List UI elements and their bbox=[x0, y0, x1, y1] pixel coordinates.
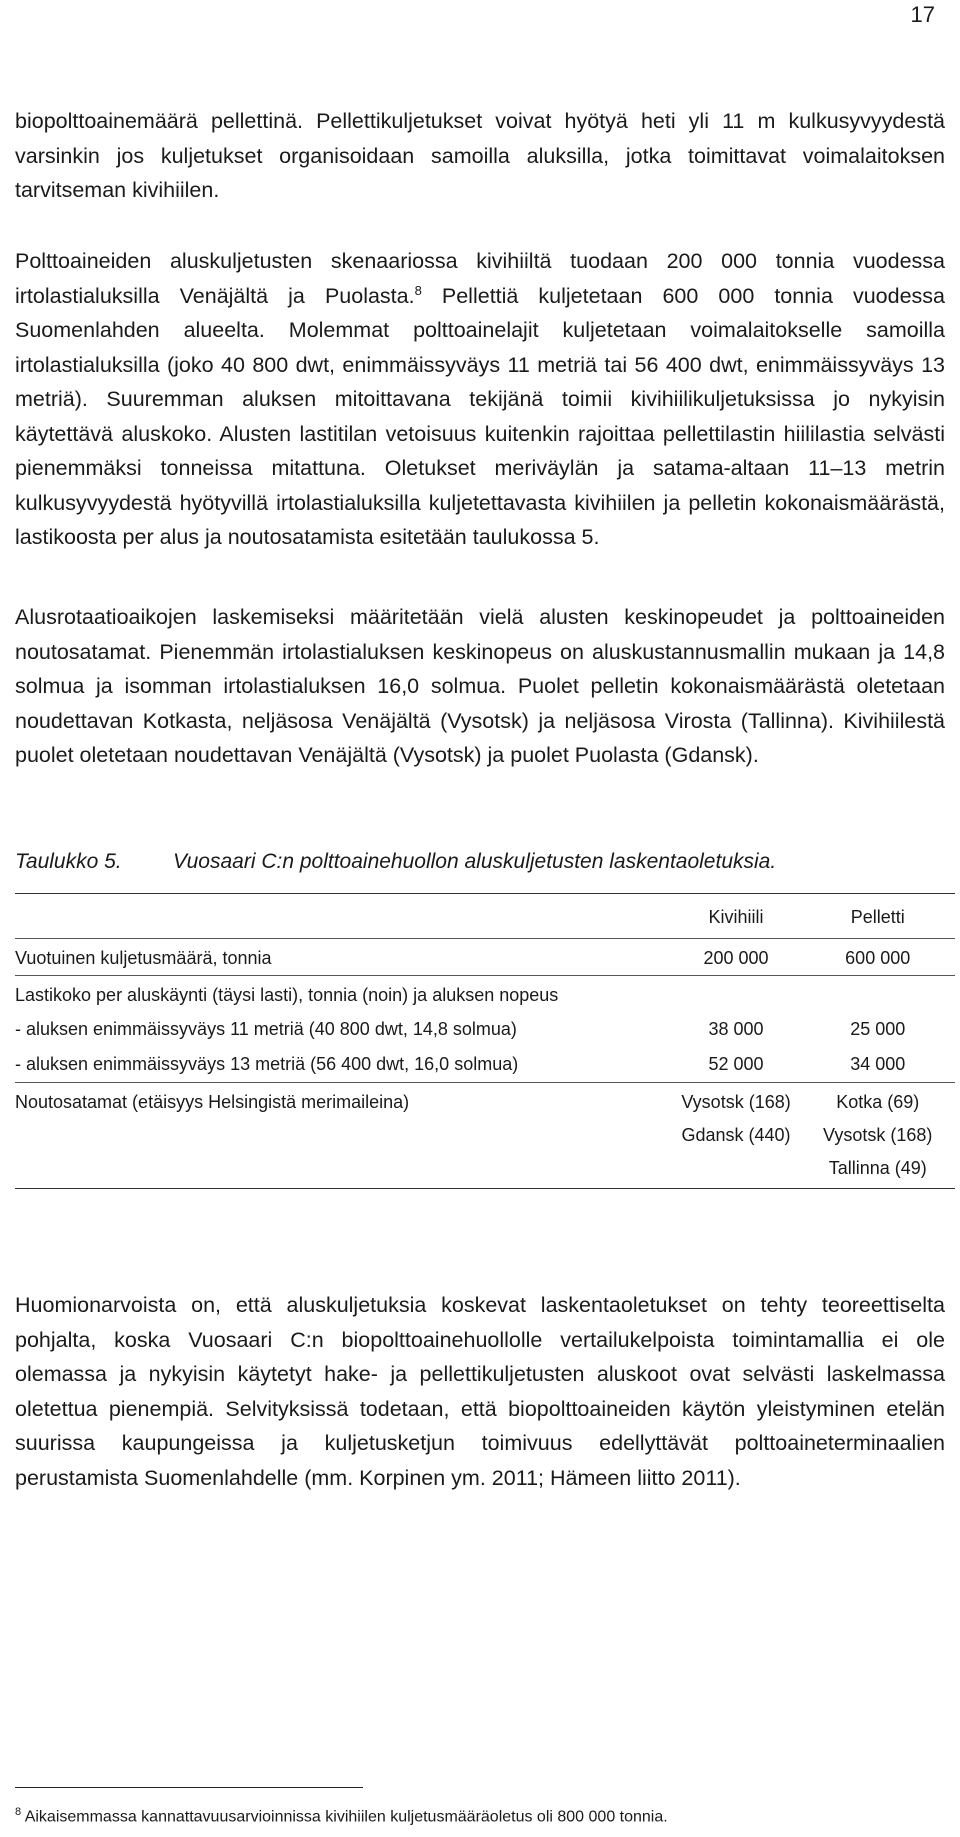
paragraph-3: Alusrotaatioaikojen laskemiseksi määritetään vielä alusten keskinopeudet ja polttoaineiden noutosatamat. Pienemmän irtolastialuksen keskinopeus on aluskustannusmallin mukaan ja 14,8 solmua ja isomman irtolastialuksen 16,0 solmua. Puolet pelletin kokonaismäärästä oletetaan noudettavan Kotkasta, neljäsosa Venäjältä (Vysotsk) ja neljäsosa Virosta (Tallinna). Kivihiilestä puolet oletetaan noudettavan Venäjältä (Vysotsk) ja puolet Puolasta (Gdansk). bbox=[15, 605, 945, 767]
table-cell-ports-kivihiili bbox=[672, 1083, 807, 1189]
port-item: Gdansk (440) bbox=[681, 1125, 791, 1145]
table-row-label: Lastikoko per aluskäynti (täysi lasti), tonnia (noin) ja aluksen nopeus bbox=[15, 976, 672, 1013]
table-header-empty bbox=[15, 894, 672, 939]
footnote-reference[interactable]: 8 bbox=[414, 282, 422, 298]
table-cell-kivihiili: 38 000 bbox=[708, 1019, 764, 1039]
table-row-label: - aluksen enimmäissyväys 11 metriä (40 800 dwt, 14,8 solmua) bbox=[15, 1019, 517, 1039]
table-cell-kivihiili: 52 000 bbox=[708, 1054, 764, 1074]
port-item: Vysotsk (168) bbox=[681, 1092, 791, 1112]
table-row bbox=[15, 1012, 955, 1047]
footnote-divider bbox=[15, 1787, 363, 1788]
paragraph-4: Huomionarvoista on, että aluskuljetuksia koskevat laskentaoletukset on tehty teoreettiselta pohjalta, koska Vuosaari C:n biopolttoainehuollolle vertailukelpoista toimintamallia ei ole olemassa ja nykyisin käytetyt hake- ja pellettikuljetusten aluskoot ovat selvästi laskelmassa oletettua pienempiä. Selvityksissä todetaan, että biopolttoaineiden käytön yleistyminen etelän suurissa kaupungeissa ja kuljetusketjun toimivuus edellyttävät polttoaineterminaalien perustamista Suomenlahdelle (mm. Korpinen ym. 2011; Hämeen liitto 2011). bbox=[15, 1293, 945, 1490]
table-caption-title: Vuosaari C:n polttoainehuollon aluskuljetusten laskentaoletuksia. bbox=[173, 850, 777, 873]
port-item: Tallinna (49) bbox=[828, 1158, 927, 1178]
table-row-ports bbox=[15, 1083, 955, 1189]
table-row-label: Vuotuinen kuljetusmäärä, tonnia bbox=[15, 939, 672, 976]
paragraph-2 bbox=[15, 244, 945, 555]
paragraph-2-part-b: Pellettiä kuljetetaan 600 000 tonnia vuodessa Suomenlahden alueelta. Molemmat polttoainelajit kuljetetaan voimalaitokselle samoilla irtolastialuksilla (joko 40 800 dwt, enimmäissyväys 11 metriä tai 56 400 dwt, enimmäissyväys 13 metriä). Suuremman aluksen mitoittavana tekijänä toimii kivihiilikuljetuksissa jo nykyisin käytettävä aluskoko. Alusten lastitilan vetoisuus kuitenkin rajoittaa pellettilastin hiililastia selvästi pienemmäksi tonneissa mitattuna. Oletukset meriväylän ja satama-altaan 11–13 metrin kulkusyvyydestä hyötyvillä irtolastialuksilla kuljetettavasta kivihiilen ja pelletin kokonaismäärästä, lastikoosta per alus ja noutosatamista esitetään taulukossa 5. bbox=[15, 283, 945, 549]
table-cell-pelletti bbox=[806, 976, 955, 1013]
footnote-text: Aikaisemmassa kannattavuusarvioinnissa kivihiilen kuljetusmääräoletus oli 800 000 tonnia. bbox=[24, 1808, 668, 1826]
table-cell-ports-pelletti bbox=[806, 1083, 955, 1189]
table-cell-pelletti: 600 000 bbox=[806, 939, 955, 976]
footnote-number: 8 bbox=[15, 1806, 22, 1818]
table-row bbox=[15, 976, 955, 1013]
table-header-kivihiili: Kivihiili bbox=[708, 907, 764, 927]
table-cell-kivihiili bbox=[672, 976, 807, 1013]
port-item: Kotka (69) bbox=[836, 1092, 920, 1112]
table-cell-pelletti: 25 000 bbox=[850, 1019, 906, 1039]
table-cell-kivihiili: 200 000 bbox=[672, 939, 807, 976]
paragraph-2-part-a: Polttoaineiden aluskuljetusten skenaariossa kivihiiltä tuodaan 200 000 tonnia vuodessa irtolastialuksilla Venäjältä ja Puolasta. bbox=[15, 249, 945, 308]
table-row-label: Noutosatamat (etäisyys Helsingistä merimaileina) bbox=[15, 1083, 672, 1189]
table-header-pelletti: Pelletti bbox=[850, 907, 905, 927]
port-item: Vysotsk (168) bbox=[823, 1125, 933, 1145]
table-cell-pelletti: 34 000 bbox=[850, 1054, 906, 1074]
table-caption bbox=[15, 850, 776, 874]
paragraph-1: biopolttoainemäärä pellettinä. Pellettikuljetukset voivat hyötyä heti yli 11 m kulkusyvyydestä varsinkin jos kuljetukset organisoidaan samoilla aluksilla, jotka toimittavat voimalaitoksen tarvitseman kivihiilen. bbox=[15, 109, 945, 202]
table-row-label: - aluksen enimmäissyväys 13 metriä (56 400 dwt, 16,0 solmua) bbox=[15, 1054, 519, 1074]
footnote bbox=[15, 1806, 668, 1826]
assumptions-table bbox=[15, 893, 955, 1189]
table-row bbox=[15, 1047, 955, 1083]
page-number: 17 bbox=[910, 2, 935, 27]
table-header-row bbox=[15, 894, 955, 939]
table-caption-label: Taulukko 5. bbox=[15, 850, 122, 873]
table-row bbox=[15, 939, 955, 976]
